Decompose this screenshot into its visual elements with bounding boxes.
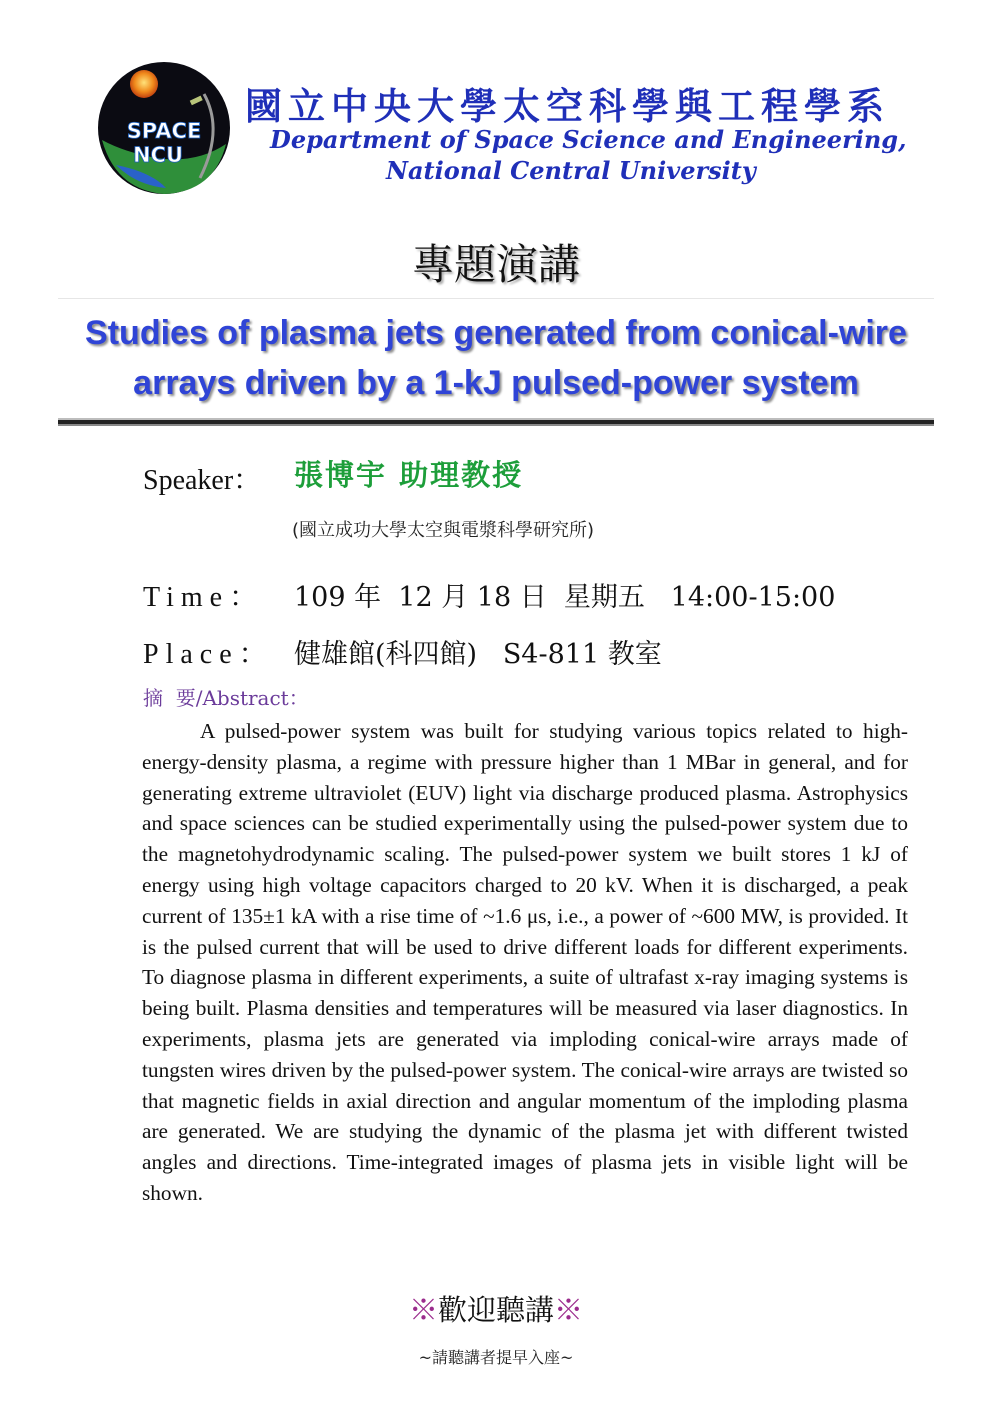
speaker-label: Speaker：	[143, 465, 262, 496]
speaker-affiliation: (國立成功大學太空與電漿科學研究所)	[292, 520, 595, 541]
speaker-name: 張博宇 助理教授	[294, 458, 524, 492]
place-label: Place：	[143, 639, 274, 670]
reference-mark-right: ※	[554, 1293, 584, 1327]
space-ncu-logo	[96, 60, 232, 196]
seminar-heading: 專題演講	[411, 240, 580, 289]
welcome-text: 歡迎聽講	[437, 1293, 554, 1327]
talk-title: Studies of plasma jets generated from conical-wire arrays driven by a 1-kJ pulsed-power system	[85, 314, 907, 402]
department-name-chinese: 國立中央大學太空科學與工程學系	[245, 84, 890, 128]
time-value: 109 年 12 月 18 日 星期五 14:00-15:00	[294, 582, 836, 613]
logo-text-ncu: NCU	[132, 143, 184, 167]
divider-thin	[58, 298, 934, 299]
seating-note: ~請聽講者提早入座~	[418, 1348, 574, 1367]
place-value: 健雄館(科四館) S4-811 教室	[294, 639, 662, 670]
abstract-text: A pulsed-power system was built for studying various topics related to high-energy-density plasma, a regime with pressure higher than 1 MBar in general, and for generating extreme ultraviolet (EUV) light via discharge produced plasma. Astrophysics and space sciences can be studied experimentally using the pulsed-power system due to the magnetohydrodynamic scaling. The pulsed-power system we built stores 1 kJ of energy using high voltage capacitors charged to 20 kV. When it is discharged, a peak current of 135±1 kA with a rise time of ~1.6 μs, i.e., a power of ~600 MW, is provided. It is the pulsed current that will be used to drive different loads for different experiments. To diagnose plasma in different experiments, a suite of ultrafast x-ray imaging systems is being built. Plasma densities and temperatures will be measured via laser diagnostics. In experiments, plasma jets are generated via imploding conical-wire arrays made of tungsten wires driven by the pulsed-power system. The conical-wire arrays are twisted so that magnetic fields in axial direction and angular momentum of the imploding plasma are generated. We are studying the dynamic of the plasma jet with different twisted angles and directions. Time-integrated images of plasma jets in visible light will be shown.	[142, 719, 908, 1205]
reference-mark-left: ※	[408, 1293, 438, 1327]
abstract-label: 摘 要/Abstract：	[143, 686, 309, 710]
university-name-english: National Central University	[386, 156, 756, 185]
department-name-english: Department of Space Science and Engineering,	[270, 125, 907, 154]
divider-thick	[58, 418, 934, 426]
time-label: Time：	[143, 582, 265, 613]
logo-text-space: SPACE	[126, 119, 202, 143]
welcome-banner	[0, 1288, 992, 1329]
